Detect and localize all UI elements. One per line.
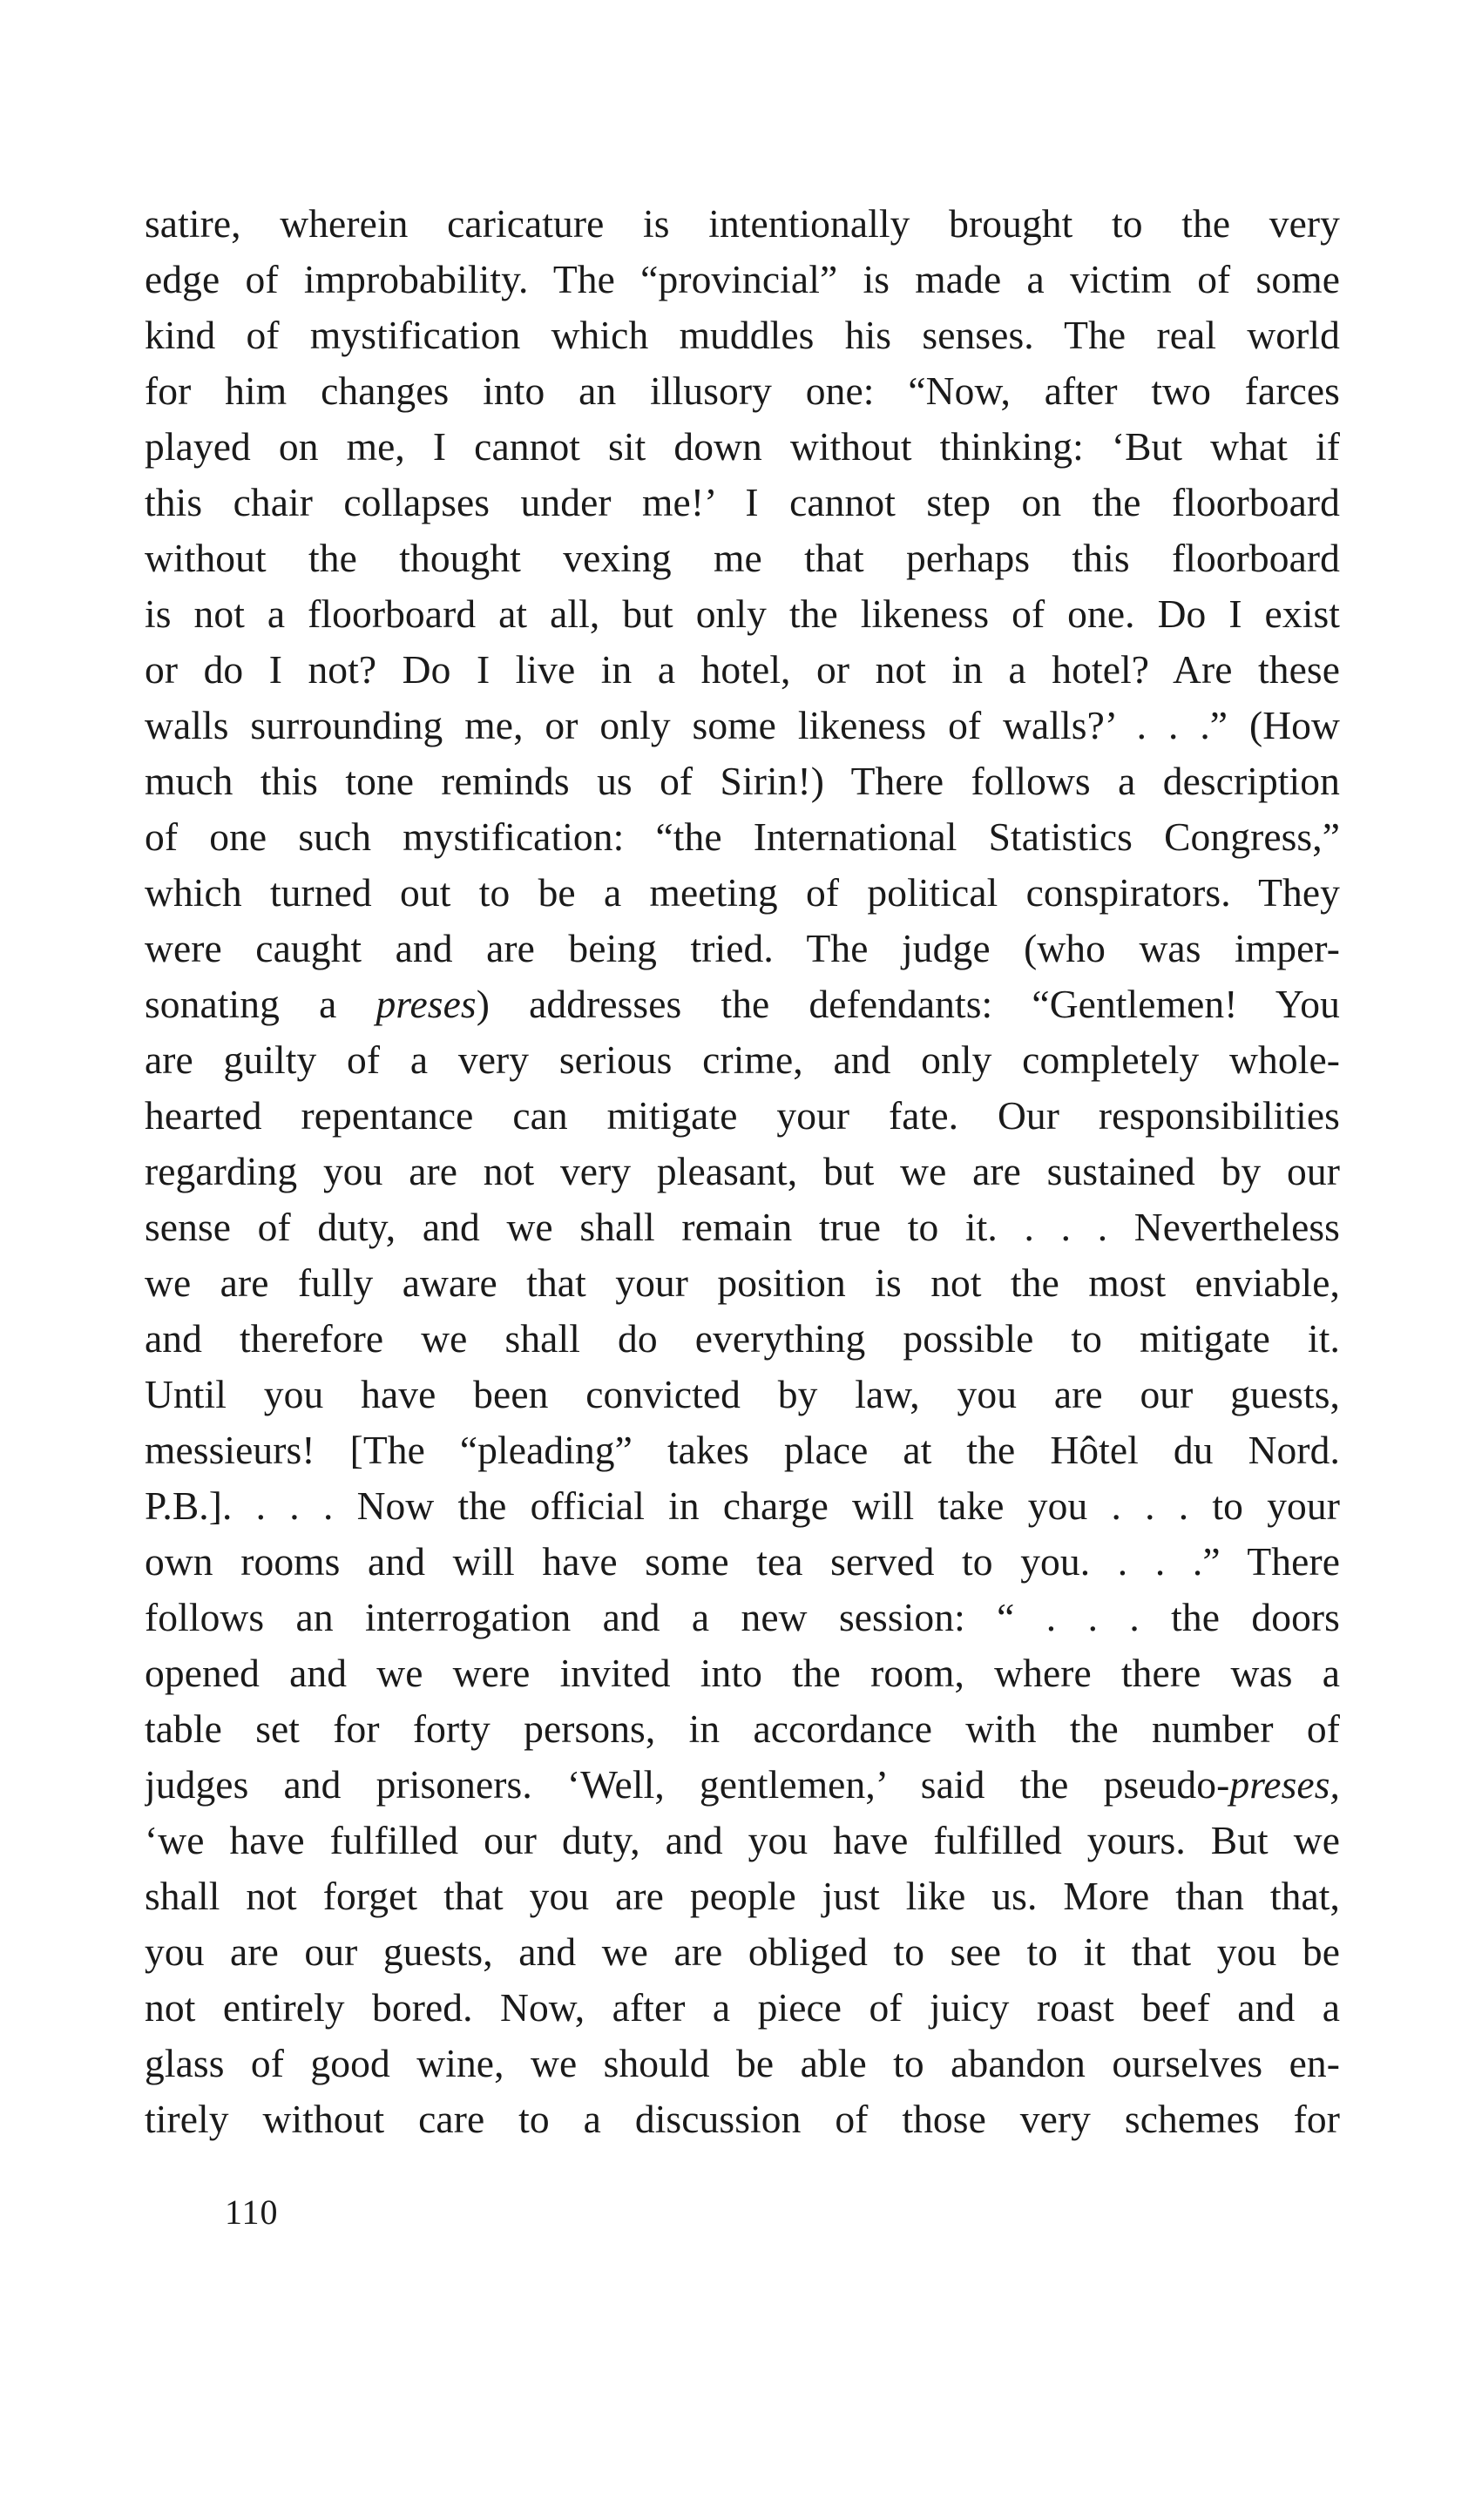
text-segment: of one such mystification: “the International Statistics Congress,” bbox=[145, 814, 1340, 859]
text-line bbox=[145, 1255, 1340, 1311]
italic-text: preses bbox=[376, 982, 477, 1026]
text-segment: satire, wherein caricature is intentionally brought to the very bbox=[145, 201, 1340, 246]
text-segment: sense of duty, and we shall remain true to it. . . . Nevertheless bbox=[145, 1205, 1340, 1249]
text-line bbox=[145, 2036, 1340, 2091]
text-line bbox=[145, 1534, 1340, 1590]
italic-text: preses, bbox=[1229, 1762, 1340, 1807]
body-text bbox=[145, 196, 1340, 2147]
text-segment: were caught and are being tried. The judge (who was imper- bbox=[145, 926, 1340, 970]
text-line bbox=[145, 1757, 1340, 1813]
text-line bbox=[145, 252, 1340, 307]
text-segment: hearted repentance can mitigate your fate. Our responsibilities bbox=[145, 1093, 1340, 1138]
text-line bbox=[145, 1199, 1340, 1255]
text-line bbox=[145, 307, 1340, 363]
text-segment: sonating a bbox=[145, 982, 376, 1026]
text-segment: played on me, I cannot sit down without thinking: ‘But what if bbox=[145, 424, 1340, 469]
text-line bbox=[145, 363, 1340, 419]
text-line bbox=[145, 586, 1340, 642]
text-line bbox=[145, 1088, 1340, 1144]
text-segment: without the thought vexing me that perhaps this floorboard bbox=[145, 536, 1340, 580]
text-segment: messieurs! [The “pleading” takes place at the Hôtel du Nord. bbox=[145, 1428, 1340, 1472]
text-line bbox=[145, 475, 1340, 530]
text-segment: much this tone reminds us of Sirin!) There follows a description bbox=[145, 759, 1340, 803]
text-segment: we are fully aware that your position is not the most enviable, bbox=[145, 1260, 1340, 1305]
text-line bbox=[145, 1924, 1340, 1980]
text-line bbox=[145, 2091, 1340, 2147]
text-segment: and therefore we shall do everything possible to mitigate it. bbox=[145, 1316, 1340, 1361]
text-segment: or do I not? Do I live in a hotel, or not in a hotel? Are these bbox=[145, 647, 1340, 692]
text-segment: ) addresses the defendants: “Gentlemen! You bbox=[476, 982, 1340, 1026]
text-line bbox=[145, 642, 1340, 698]
page-number: 110 bbox=[225, 2192, 279, 2232]
text-segment: follows an interrogation and a new session: “ . . . the doors bbox=[145, 1595, 1340, 1639]
text-segment: P.B.]. . . . Now the official in charge will take you . . . to your bbox=[145, 1483, 1340, 1528]
text-line bbox=[145, 1311, 1340, 1367]
text-segment: not entirely bored. Now, after a piece of juicy roast beef and a bbox=[145, 1985, 1340, 2030]
text-line bbox=[145, 1980, 1340, 2036]
text-segment: Until you have been convicted by law, you are our guests, bbox=[145, 1372, 1340, 1416]
text-segment: glass of good wine, we should be able to abandon ourselves en- bbox=[145, 2041, 1340, 2085]
text-segment: ‘we have fulfilled our duty, and you have fulfilled yours. But we bbox=[145, 1818, 1340, 1862]
text-line bbox=[145, 1144, 1340, 1199]
text-segment: walls surrounding me, or only some likeness of walls?’ . . .” (How bbox=[145, 703, 1340, 747]
text-line bbox=[145, 419, 1340, 475]
text-line bbox=[145, 1590, 1340, 1645]
text-segment: this chair collapses under me!’ I cannot step on the floorboard bbox=[145, 480, 1340, 524]
text-line bbox=[145, 753, 1340, 809]
text-line bbox=[145, 698, 1340, 753]
text-line bbox=[145, 809, 1340, 865]
text-segment: is not a floorboard at all, but only the likeness of one. Do I exist bbox=[145, 591, 1340, 636]
text-segment: table set for forty persons, in accordance with the number of bbox=[145, 1706, 1340, 1751]
text-line bbox=[145, 976, 1340, 1032]
text-line bbox=[145, 1813, 1340, 1868]
text-segment: are guilty of a very serious crime, and only completely whole- bbox=[145, 1037, 1340, 1082]
text-line bbox=[145, 1645, 1340, 1701]
text-segment: edge of improbability. The “provincial” is made a victim of some bbox=[145, 257, 1340, 301]
text-line bbox=[145, 530, 1340, 586]
text-segment: for him changes into an illusory one: “Now, after two farces bbox=[145, 368, 1340, 413]
text-segment: which turned out to be a meeting of political conspirators. They bbox=[145, 870, 1340, 915]
text-line bbox=[145, 1701, 1340, 1757]
text-segment: you are our guests, and we are obliged to see to it that you be bbox=[145, 1929, 1340, 1974]
text-line bbox=[145, 1868, 1340, 1924]
text-line bbox=[145, 865, 1340, 921]
text-line bbox=[145, 1478, 1340, 1534]
text-line bbox=[145, 1422, 1340, 1478]
text-segment: shall not forget that you are people just like us. More than that, bbox=[145, 1874, 1340, 1918]
text-segment: regarding you are not very pleasant, but we are sustained by our bbox=[145, 1149, 1340, 1193]
text-segment: judges and prisoners. ‘Well, gentlemen,’ said the pseudo- bbox=[145, 1762, 1230, 1807]
text-segment: opened and we were invited into the room, where there was a bbox=[145, 1651, 1340, 1695]
text-segment: tirely without care to a discussion of those very schemes for bbox=[145, 2097, 1340, 2141]
text-segment: own rooms and will have some tea served to you. . . .” There bbox=[145, 1539, 1340, 1584]
text-line bbox=[145, 921, 1340, 976]
text-line bbox=[145, 1032, 1340, 1088]
text-line bbox=[145, 1367, 1340, 1422]
text-segment: kind of mystification which muddles his senses. The real world bbox=[145, 313, 1340, 357]
text-line bbox=[145, 196, 1340, 252]
